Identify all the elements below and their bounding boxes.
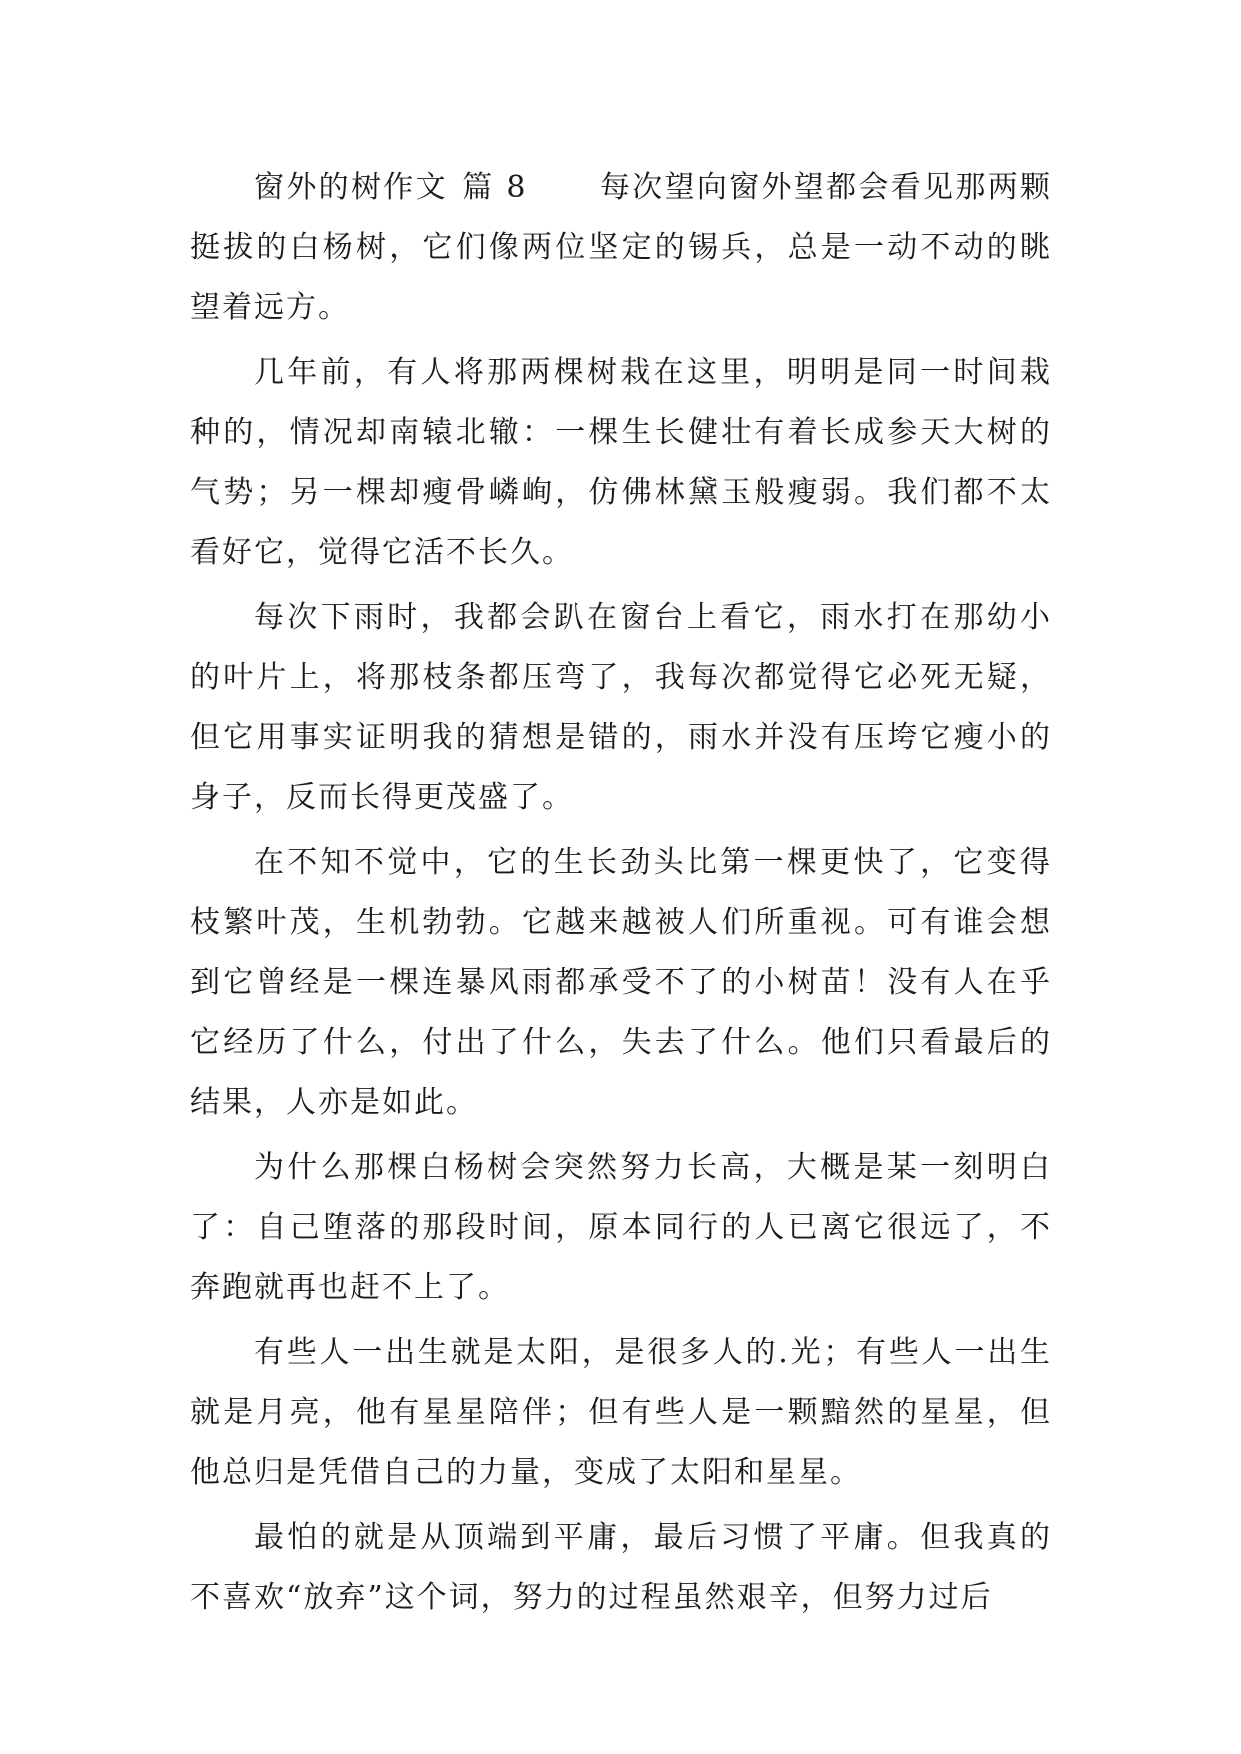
section-number: 篇 8 xyxy=(461,170,528,205)
paragraph-5: 为什么那棵白杨树会突然努力长高，大概是某一刻明白了：自己堕落的那段时间，原本同行的人已离它很远了，不奔跑就再也赶不上了。 xyxy=(190,1150,1052,1305)
paragraph-4: 在不知不觉中，它的生长劲头比第一棵更快了，它变得枝繁叶茂，生机勃勃。它越来越被人们所重视。可有谁会想到它曾经是一棵连暴风雨都承受不了的小树苗！没有人在乎它经历了什么，付出了什么，失去了什么。他们只看最后的结果，人亦是如此。 xyxy=(190,845,1052,1120)
document-page xyxy=(190,158,1052,1633)
essay-title: 窗外的树作文 xyxy=(254,170,448,205)
paragraph-2: 几年前，有人将那两棵树栽在这里，明明是同一时间栽种的，情况却南辕北辙：一棵生长健壮有着长成参天大树的气势；另一棵却瘦骨嶙峋，仿佛林黛玉般瘦弱。我们都不太看好它，觉得它活不长久。 xyxy=(190,355,1052,570)
paragraph-7: 最怕的就是从顶端到平庸，最后习惯了平庸。但我真的不喜欢“放弃”这个词，努力的过程虽然艰辛，但努力过后 xyxy=(190,1520,1052,1615)
paragraph-1 xyxy=(190,158,1052,338)
paragraph-3: 每次下雨时，我都会趴在窗台上看它，雨水打在那幼小的叶片上，将那枝条都压弯了，我每次都觉得它必死无疑，但它用事实证明我的猜想是错的，雨水并没有压垮它瘦小的身子，反而长得更茂盛了。 xyxy=(190,600,1052,815)
paragraph-6: 有些人一出生就是太阳，是很多人的.光；有些人一出生就是月亮，他有星星陪伴；但有些人是一颗黯然的星星，但他总归是凭借自己的力量，变成了太阳和星星。 xyxy=(190,1335,1052,1490)
paragraph-text: 每次望向窗外望都会看见那两颗挺拔的白杨树，它们像两位坚定的锡兵，总是一动不动的眺望着远方。 xyxy=(190,170,1053,325)
